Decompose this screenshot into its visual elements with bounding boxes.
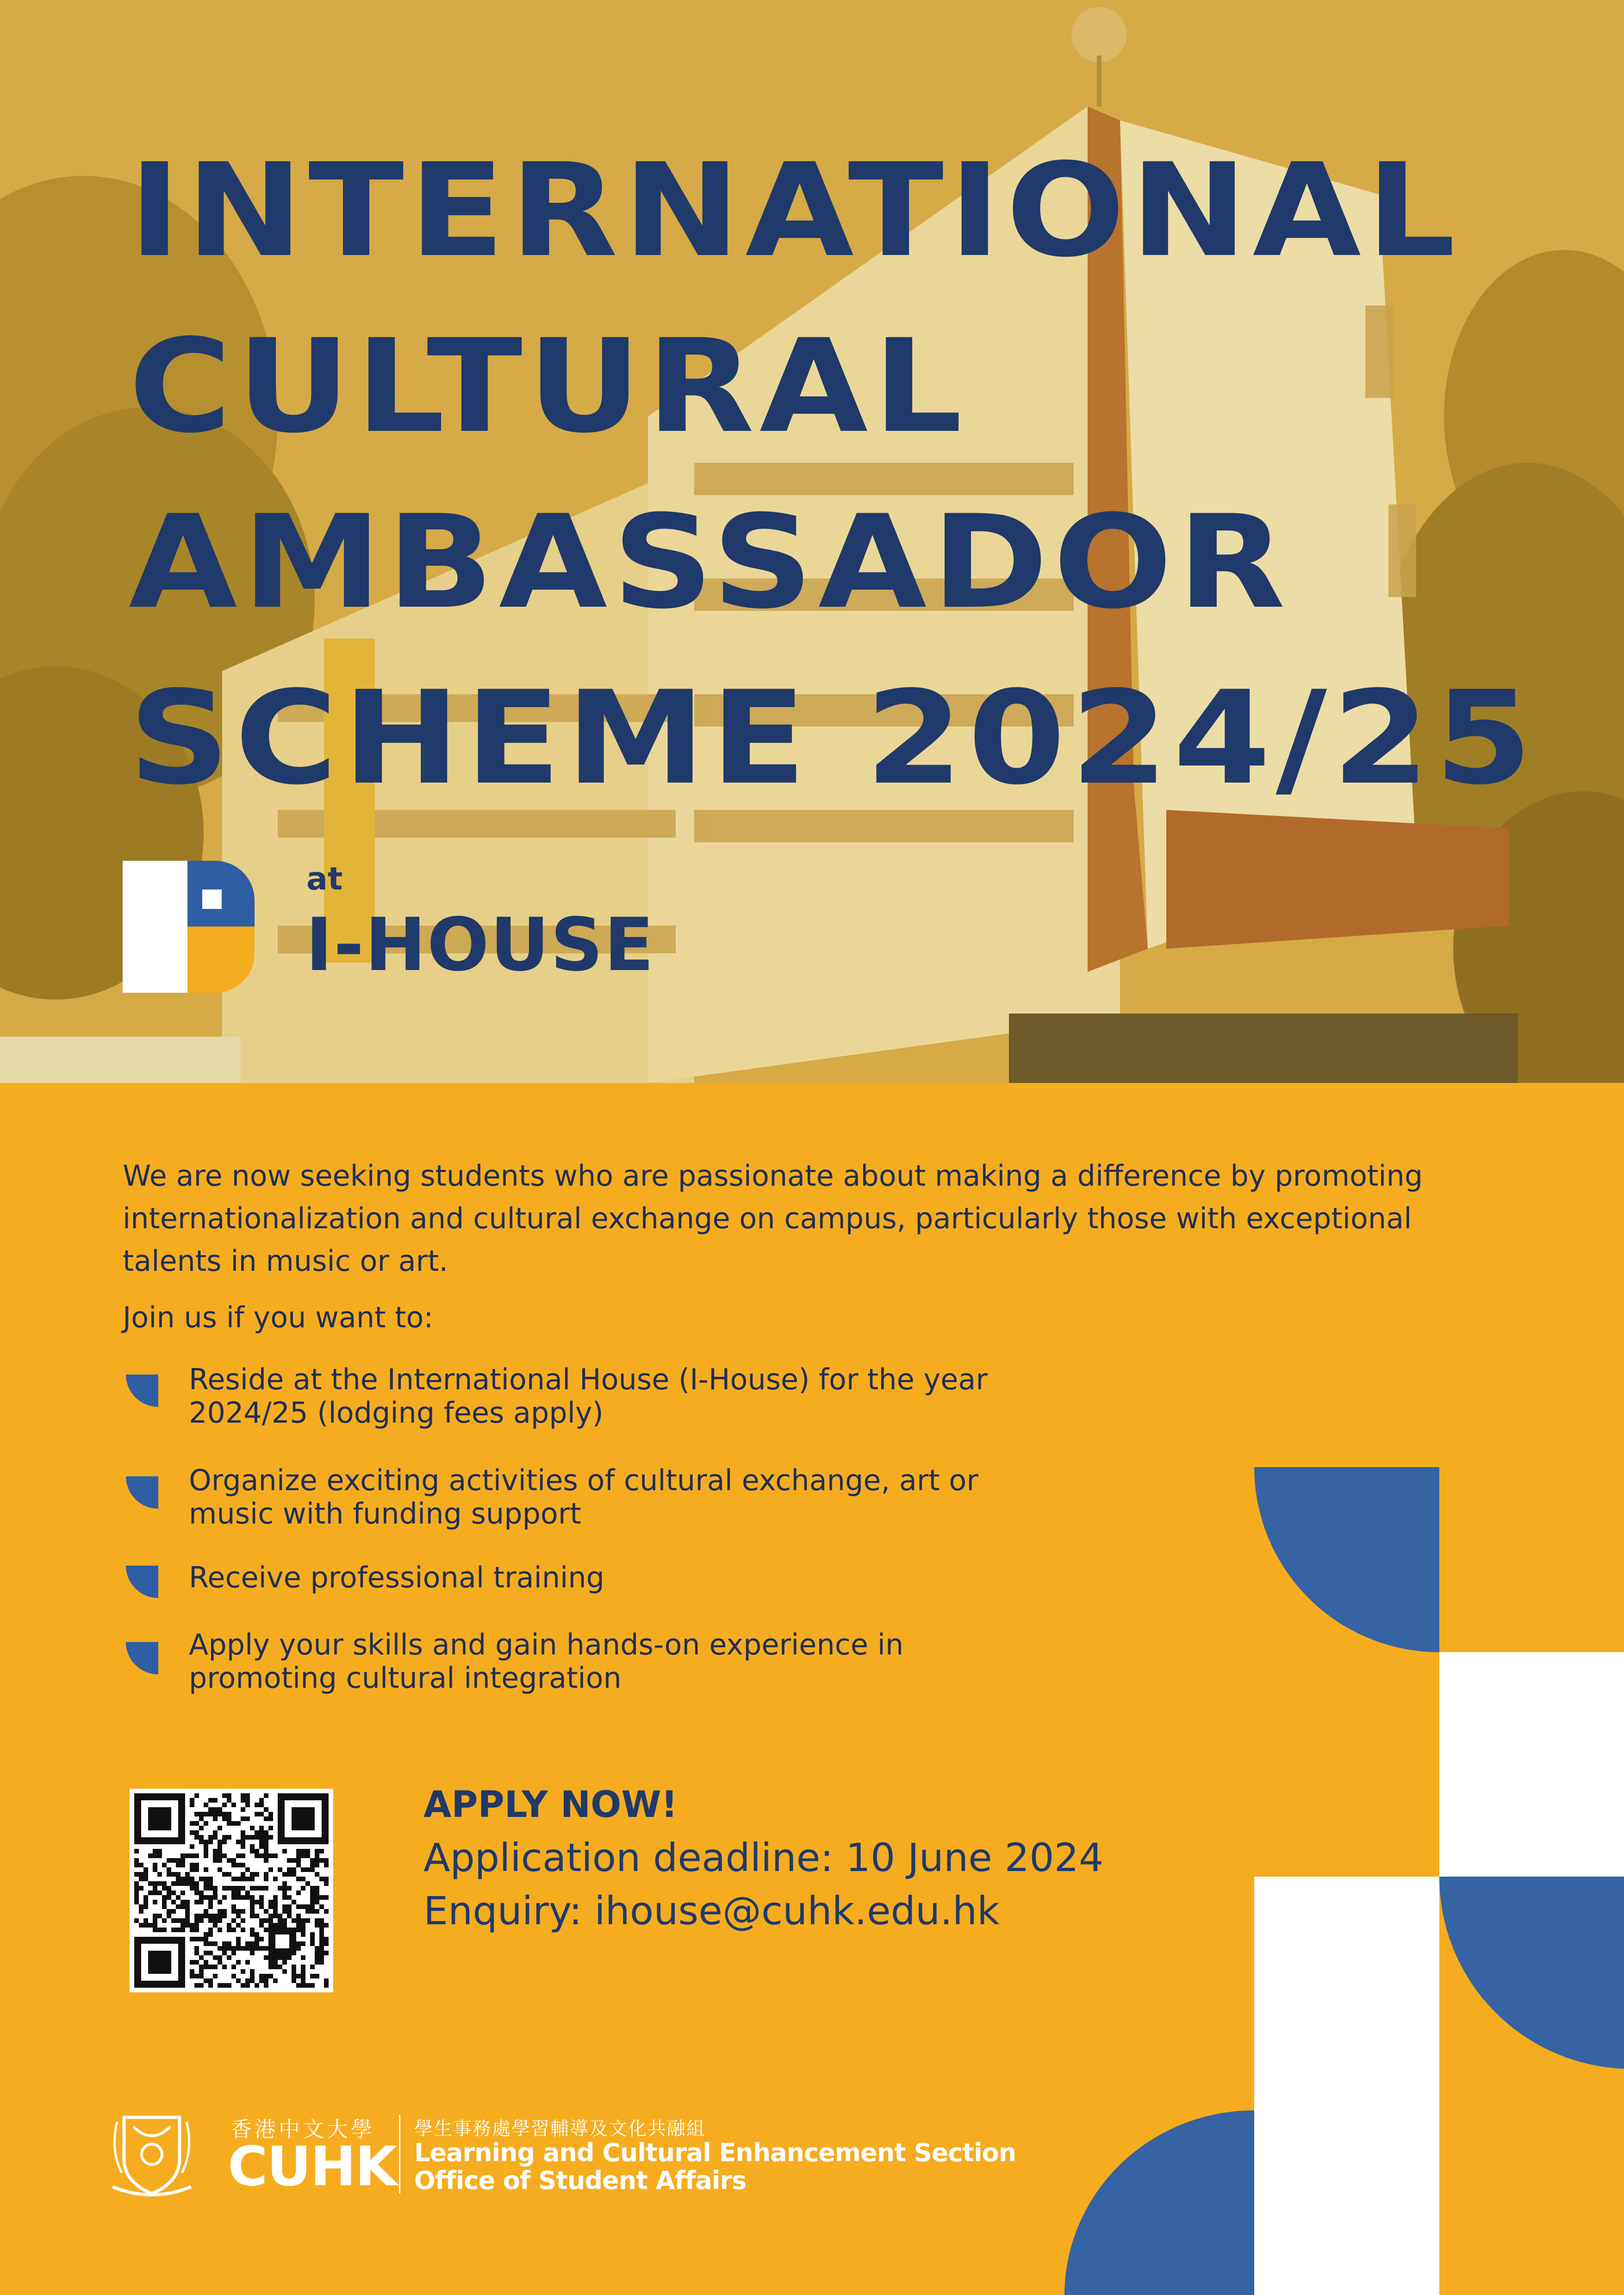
department-name-line-1: Learning and Cultural Enhancement Section [414,2138,1016,2167]
title-line-2: CULTURAL [129,311,968,461]
bullet-icon [126,1375,158,1407]
bullet-icon [126,1642,158,1674]
hero-photo [0,0,1624,1083]
footer-divider [399,2115,400,2194]
poster-title [129,123,1537,826]
cuhk-crest-icon [106,2108,198,2201]
title-line-4: SCHEME 2024/25 [129,663,1537,813]
department-name-chinese: 學生事務處學習輔導及文化共融組 [414,2118,706,2140]
apply-now-heading: APPLY NOW! [423,1784,678,1826]
title-line-1: INTERNATIONAL [129,136,1461,286]
bullet-item-organize: Organize exciting activities of cultural exchange, art or music with funding support [189,1463,978,1530]
university-name-english: CUHK [228,2134,397,2198]
title-line-3: AMBASSADOR [129,487,1291,637]
bullet-icon [126,1566,158,1598]
qr-code[interactable] [130,1789,333,1992]
decorative-shapes [1064,1467,1624,2295]
enquiry-email[interactable]: Enquiry: ihouse@cuhk.edu.hk [423,1888,1000,1934]
ihouse-logo-icon [123,861,255,993]
bullet-item-training: Receive professional training [189,1561,605,1594]
university-name-chinese: 香港中文大學 [230,2117,375,2142]
logo-ihouse-text: I-HOUSE [305,902,655,988]
intro-paragraph: We are now seeking students who are passionate about making a difference by promoting internationalization and cultural exchange on campus, particularly those with exceptional talents in music or art. [123,1159,1423,1278]
bullet-item-skills: Apply your skills and gain hands-on experience in promoting cultural integration [189,1628,904,1695]
department-name-line-2: Office of Student Affairs [414,2166,747,2195]
logo-at-text: at [306,861,343,897]
bullet-item-reside: Reside at the International House (I-House) for the year 2024/25 (lodging fees apply) [189,1362,988,1430]
application-deadline: Application deadline: 10 June 2024 [423,1835,1104,1880]
bullet-icon [126,1476,158,1509]
join-heading: Join us if you want to: [123,1300,434,1334]
